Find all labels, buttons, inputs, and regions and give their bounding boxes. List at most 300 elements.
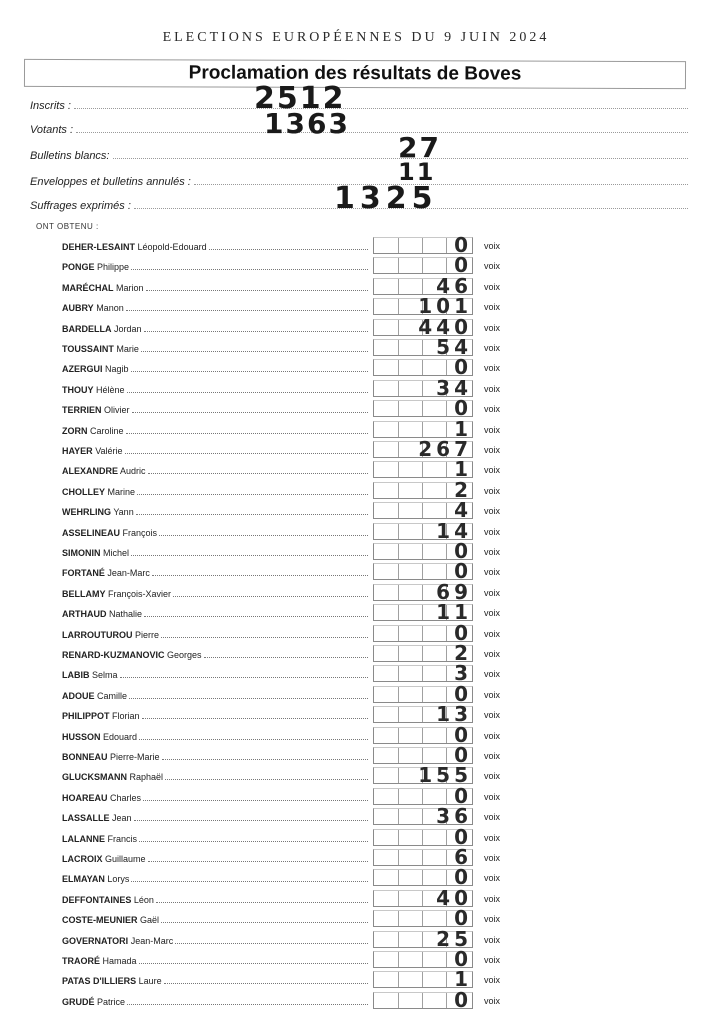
box-divider xyxy=(398,258,399,273)
candidate-name xyxy=(62,464,368,476)
candidate-row xyxy=(0,314,712,339)
candidate-name xyxy=(62,954,368,966)
candidate-first-name: Philippe xyxy=(97,262,130,273)
candidate-fullname xyxy=(62,895,156,905)
box-divider xyxy=(446,748,447,763)
candidate-votes: 0 xyxy=(454,743,472,767)
box-divider xyxy=(422,728,423,743)
candidate-row xyxy=(0,416,712,441)
dotted-leader xyxy=(148,473,368,474)
box-divider xyxy=(398,279,399,294)
box-divider xyxy=(398,483,399,498)
box-divider xyxy=(398,646,399,661)
summary-label-exprimes: Suffrages exprimés : xyxy=(30,200,131,212)
candidate-last-name: THOUY xyxy=(62,384,94,395)
box-divider xyxy=(446,422,447,437)
candidate-fullname xyxy=(62,262,131,272)
candidate-votes: 0 xyxy=(454,987,472,1012)
candidate-votes: 6 xyxy=(454,845,472,869)
candidate-fullname xyxy=(62,385,127,395)
summary-label-votants: Votants : xyxy=(30,124,74,136)
box-divider xyxy=(446,911,447,926)
candidate-row xyxy=(0,885,712,910)
candidate-fullname xyxy=(62,813,134,823)
dotted-leader xyxy=(146,290,368,291)
candidate-votes: 4 xyxy=(454,498,472,523)
candidate-row xyxy=(0,620,712,645)
candidate-fullname xyxy=(62,324,144,334)
box-divider xyxy=(398,748,399,763)
candidate-fullname xyxy=(62,752,162,762)
box-divider xyxy=(398,972,399,987)
candidate-row xyxy=(0,743,712,767)
candidate-fullname xyxy=(62,630,161,640)
candidate-last-name: GLUCKSMANN xyxy=(62,772,127,783)
candidate-name xyxy=(62,974,368,986)
box-divider xyxy=(398,707,399,722)
candidate-row xyxy=(0,539,712,563)
summary-row-votants xyxy=(30,120,688,136)
dotted-leader xyxy=(161,637,368,638)
candidate-last-name: FORTANÉ xyxy=(62,568,105,579)
candidate-name xyxy=(62,383,368,395)
box-divider xyxy=(422,809,423,824)
voix-label: voix xyxy=(484,873,501,884)
dotted-leader xyxy=(129,698,368,699)
candidate-votes: 0 xyxy=(454,396,472,421)
candidate-first-name: Léopold-Edouard xyxy=(137,242,207,252)
candidate-votes: 0 xyxy=(454,783,472,808)
candidate-last-name: ARTHAUD xyxy=(62,609,107,620)
candidate-first-name: Pierre xyxy=(135,629,160,640)
candidate-name xyxy=(62,546,368,558)
candidate-row xyxy=(0,926,712,951)
box-divider xyxy=(422,605,423,620)
candidate-row xyxy=(0,987,712,1012)
candidate-fullname xyxy=(62,303,126,313)
candidate-votes: 1 xyxy=(454,416,472,441)
box-divider xyxy=(398,524,399,539)
candidate-first-name: Guillaume xyxy=(105,854,146,864)
candidate-last-name: BARDELLA xyxy=(62,323,112,334)
candidate-last-name: HAYER xyxy=(62,446,93,456)
candidate-votes: 1 xyxy=(454,967,472,992)
box-divider xyxy=(398,728,399,743)
box-divider xyxy=(422,422,423,437)
dotted-leader xyxy=(136,514,368,515)
candidate-last-name: CHOLLEY xyxy=(62,486,106,497)
dotted-leader xyxy=(139,841,368,842)
candidate-fullname xyxy=(62,650,204,660)
candidate-first-name: Francis xyxy=(107,833,138,844)
dotted-leader xyxy=(134,820,368,821)
candidate-row xyxy=(0,253,712,278)
box-divider xyxy=(422,258,423,273)
candidate-last-name: COSTE-MEUNIER xyxy=(62,915,138,926)
candidate-first-name: Hélène xyxy=(96,384,125,395)
voix-label: voix xyxy=(484,832,501,843)
candidate-first-name: Nagib xyxy=(105,364,129,375)
candidate-name xyxy=(62,322,368,334)
candidate-votes: 0 xyxy=(454,722,472,747)
voix-label: voix xyxy=(484,526,501,537)
candidate-votes: 267 xyxy=(418,437,472,461)
candidate-votes: 14 xyxy=(436,518,472,543)
candidate-name xyxy=(62,730,368,742)
candidate-first-name: Valérie xyxy=(95,446,123,456)
candidate-row xyxy=(0,967,712,992)
box-divider xyxy=(398,666,399,681)
box-divider xyxy=(446,401,447,416)
candidate-row xyxy=(0,457,712,482)
candidate-last-name: PHILIPPOT xyxy=(62,711,110,722)
box-divider xyxy=(422,993,423,1008)
voix-label: voix xyxy=(484,710,501,721)
box-divider xyxy=(398,299,399,314)
box-divider xyxy=(446,666,447,681)
box-divider xyxy=(398,891,399,906)
candidate-row xyxy=(0,641,712,665)
candidate-name xyxy=(62,566,368,578)
candidate-votes: 25 xyxy=(436,926,472,951)
candidate-name xyxy=(62,281,368,293)
candidate-row xyxy=(0,947,712,971)
candidate-last-name: TERRIEN xyxy=(62,405,102,416)
candidate-row xyxy=(0,600,712,625)
candidate-row xyxy=(0,559,712,584)
box-divider xyxy=(422,932,423,947)
candidate-fullname xyxy=(62,548,131,558)
box-divider xyxy=(446,238,447,253)
box-divider xyxy=(446,687,447,702)
candidate-votes: 0 xyxy=(454,865,472,890)
box-divider xyxy=(422,687,423,702)
candidate-name xyxy=(62,240,368,252)
dotted-leader xyxy=(148,861,368,862)
candidate-fullname xyxy=(62,487,137,497)
candidate-first-name: Raphaël xyxy=(129,772,164,783)
candidate-last-name: LARROUTUROU xyxy=(62,629,133,640)
voix-label: voix xyxy=(484,363,501,374)
dotted-leader xyxy=(139,963,368,964)
dotted-leader xyxy=(165,779,368,780)
box-divider xyxy=(422,585,423,600)
candidate-last-name: LACROIX xyxy=(62,854,103,864)
candidate-last-name: BONNEAU xyxy=(62,752,108,762)
voix-label: voix xyxy=(484,853,501,863)
candidate-first-name: Jean xyxy=(112,813,132,824)
candidate-votes: 0 xyxy=(454,681,472,706)
candidate-name xyxy=(62,301,368,313)
candidate-votes: 0 xyxy=(454,824,472,849)
box-divider xyxy=(422,748,423,763)
voix-label: voix xyxy=(484,914,501,925)
box-divider xyxy=(398,932,399,947)
box-divider xyxy=(398,626,399,641)
candidate-first-name: Marion xyxy=(116,282,144,293)
box-divider xyxy=(398,870,399,885)
page-title: Proclamation des résultats de Boves xyxy=(188,62,522,85)
value-blancs: 27 xyxy=(398,131,441,164)
candidate-votes: 69 xyxy=(436,579,472,604)
candidate-fullname xyxy=(62,915,161,925)
candidate-row xyxy=(0,437,712,461)
voix-label: voix xyxy=(484,302,501,313)
dotted-leader xyxy=(159,535,368,536)
candidate-row xyxy=(0,661,712,686)
candidate-row xyxy=(0,375,712,400)
candidate-row xyxy=(0,233,712,257)
value-inscrits: 2512 xyxy=(254,81,346,116)
voix-label: voix xyxy=(484,669,501,680)
voix-label: voix xyxy=(484,955,501,965)
candidate-fullname xyxy=(62,711,142,721)
dotted-leader xyxy=(131,555,368,556)
dotted-leader xyxy=(161,922,368,923)
box-divider xyxy=(398,320,399,335)
box-divider xyxy=(422,891,423,906)
summary-row-inscrits xyxy=(30,96,688,112)
candidate-last-name: MARÉCHAL xyxy=(62,282,114,293)
candidate-first-name: Léon xyxy=(133,894,154,905)
candidate-row xyxy=(0,579,712,604)
candidate-name xyxy=(62,811,368,823)
box-divider xyxy=(422,626,423,641)
candidate-last-name: RENARD-KUZMANOVIC xyxy=(62,650,165,660)
dotted-leader xyxy=(131,371,368,372)
voix-label: voix xyxy=(484,567,501,578)
box-divider xyxy=(398,789,399,804)
box-divider xyxy=(398,605,399,620)
candidate-votes: 46 xyxy=(436,273,472,298)
box-divider xyxy=(398,544,399,559)
box-divider xyxy=(446,830,447,845)
dotted-leader xyxy=(164,983,368,984)
candidate-last-name: BELLAMY xyxy=(62,588,106,599)
box-divider xyxy=(422,972,423,987)
box-divider xyxy=(398,340,399,355)
voix-label: voix xyxy=(484,608,501,619)
box-divider xyxy=(446,483,447,498)
voix-label: voix xyxy=(484,343,501,353)
box-divider xyxy=(398,360,399,375)
candidate-first-name: Lorys xyxy=(107,874,130,885)
candidate-first-name: François xyxy=(122,527,158,538)
candidate-first-name: Edouard xyxy=(103,731,138,742)
box-divider xyxy=(398,687,399,702)
candidate-first-name: Patrice xyxy=(97,996,126,1007)
candidate-fullname xyxy=(62,507,136,517)
candidate-name xyxy=(62,852,368,864)
box-divider xyxy=(398,238,399,253)
candidate-first-name: Camille xyxy=(97,690,128,701)
voix-label: voix xyxy=(484,404,501,415)
candidate-fullname xyxy=(62,834,139,844)
candidate-last-name: DEFFONTAINES xyxy=(62,894,132,905)
candidate-row xyxy=(0,783,712,808)
candidate-first-name: Laure xyxy=(138,976,162,987)
candidate-last-name: LASSALLE xyxy=(62,813,110,824)
candidate-first-name: Gaël xyxy=(140,915,160,926)
box-divider xyxy=(422,483,423,498)
candidate-first-name: Marie xyxy=(116,344,139,354)
candidate-first-name: Michel xyxy=(103,548,130,558)
candidate-fullname xyxy=(62,997,127,1007)
candidate-name xyxy=(62,260,368,272)
dotted-leader xyxy=(131,269,368,270)
box-divider xyxy=(446,503,447,518)
candidate-first-name: Selma xyxy=(92,670,118,681)
candidate-name xyxy=(62,403,368,415)
box-divider xyxy=(422,503,423,518)
candidate-votes: 0 xyxy=(454,233,472,257)
box-divider xyxy=(422,340,423,355)
candidate-fullname xyxy=(62,936,175,946)
summary-label-inscrits: Inscrits : xyxy=(30,100,71,112)
candidate-votes: 3 xyxy=(454,661,472,686)
candidate-name xyxy=(62,628,368,640)
dotted-leader xyxy=(131,881,368,882)
candidate-last-name: GRUDÉ xyxy=(62,996,95,1007)
voix-label: voix xyxy=(484,934,501,945)
candidate-last-name: LALANNE xyxy=(62,833,105,844)
box-divider xyxy=(446,850,447,865)
box-divider xyxy=(422,544,423,559)
box-divider xyxy=(446,646,447,661)
dotted-leader xyxy=(120,677,368,678)
dotted-leader xyxy=(74,107,688,109)
summary-row-blancs xyxy=(30,146,688,162)
candidate-last-name: ELMAYAN xyxy=(62,874,105,885)
candidate-first-name: Manon xyxy=(96,303,124,314)
candidate-row xyxy=(0,477,712,502)
candidate-name xyxy=(62,832,368,844)
title-box xyxy=(24,59,686,89)
dotted-leader xyxy=(152,575,368,576)
voix-label: voix xyxy=(484,751,501,761)
voix-label: voix xyxy=(484,281,501,292)
voix-label: voix xyxy=(484,730,501,741)
candidate-fullname xyxy=(62,589,173,599)
candidate-votes: 2 xyxy=(454,477,472,502)
box-divider xyxy=(422,870,423,885)
box-divider xyxy=(398,503,399,518)
candidate-name xyxy=(62,648,368,660)
box-divider xyxy=(398,911,399,926)
candidate-votes: 0 xyxy=(454,559,472,584)
candidate-fullname xyxy=(62,568,152,578)
box-divider xyxy=(422,830,423,845)
voix-label: voix xyxy=(484,485,501,496)
box-divider xyxy=(446,952,447,967)
candidate-row xyxy=(0,681,712,706)
candidate-row xyxy=(0,824,712,849)
candidate-row xyxy=(0,498,712,523)
candidate-row xyxy=(0,804,712,829)
box-divider xyxy=(422,564,423,579)
dotted-leader xyxy=(139,739,368,740)
voix-label: voix xyxy=(484,812,501,823)
candidate-fullname xyxy=(62,466,148,476)
box-divider xyxy=(422,401,423,416)
box-divider xyxy=(422,707,423,722)
dotted-leader xyxy=(156,902,368,903)
candidate-row xyxy=(0,335,712,359)
box-divider xyxy=(398,952,399,967)
candidate-name xyxy=(62,668,368,680)
candidate-name xyxy=(62,526,368,538)
candidate-last-name: WEHRLING xyxy=(62,507,111,518)
candidate-votes: 155 xyxy=(418,763,472,788)
candidate-first-name: François-Xavier xyxy=(108,588,172,599)
candidate-name xyxy=(62,893,368,905)
voix-label: voix xyxy=(484,322,501,333)
box-divider xyxy=(398,381,399,396)
dotted-leader xyxy=(142,718,368,719)
candidate-name xyxy=(62,362,368,374)
candidate-row xyxy=(0,702,712,727)
candidate-row xyxy=(0,355,712,380)
box-divider xyxy=(446,462,447,477)
dotted-leader xyxy=(127,1004,368,1005)
candidate-votes: 11 xyxy=(436,600,472,625)
box-divider xyxy=(398,768,399,783)
candidate-votes: 34 xyxy=(436,375,472,400)
dotted-leader xyxy=(137,494,368,495)
candidate-last-name: PATAS D'ILLIERS xyxy=(62,976,137,987)
candidate-fullname xyxy=(62,854,148,864)
dotted-leader xyxy=(132,412,368,413)
candidate-votes: 0 xyxy=(454,906,472,931)
candidate-first-name: Marine xyxy=(107,486,136,497)
dotted-leader xyxy=(204,657,368,658)
candidate-fullname xyxy=(62,772,165,782)
box-divider xyxy=(446,972,447,987)
dotted-leader xyxy=(126,310,368,311)
voix-label: voix xyxy=(484,689,501,700)
candidate-last-name: HOAREAU xyxy=(62,792,108,803)
summary-label-blancs: Bulletins blancs: xyxy=(30,150,110,162)
candidate-last-name: ASSELINEAU xyxy=(62,527,121,538)
box-divider xyxy=(398,462,399,477)
box-divider xyxy=(398,401,399,416)
candidate-name xyxy=(62,872,368,884)
voix-label: voix xyxy=(484,383,501,394)
candidate-fullname xyxy=(62,344,141,354)
candidate-row xyxy=(0,294,712,319)
voix-label: voix xyxy=(484,649,501,659)
candidate-row xyxy=(0,518,712,543)
candidate-fullname xyxy=(62,609,144,619)
candidate-name xyxy=(62,587,368,599)
candidate-fullname xyxy=(62,405,132,415)
box-divider xyxy=(422,360,423,375)
candidate-fullname xyxy=(62,426,126,436)
candidate-row xyxy=(0,865,712,890)
box-divider xyxy=(446,728,447,743)
candidate-fullname xyxy=(62,793,143,803)
candidate-votes: 440 xyxy=(418,314,472,339)
dotted-leader xyxy=(127,392,368,393)
box-divider xyxy=(422,952,423,967)
candidate-last-name: LABIB xyxy=(62,670,90,681)
voix-label: voix xyxy=(484,975,501,986)
candidate-row xyxy=(0,906,712,931)
voix-label: voix xyxy=(484,261,501,272)
candidate-first-name: Hamada xyxy=(102,956,137,966)
candidate-votes: 0 xyxy=(454,620,472,645)
candidate-last-name: DEHER-LESAINT xyxy=(62,242,136,252)
